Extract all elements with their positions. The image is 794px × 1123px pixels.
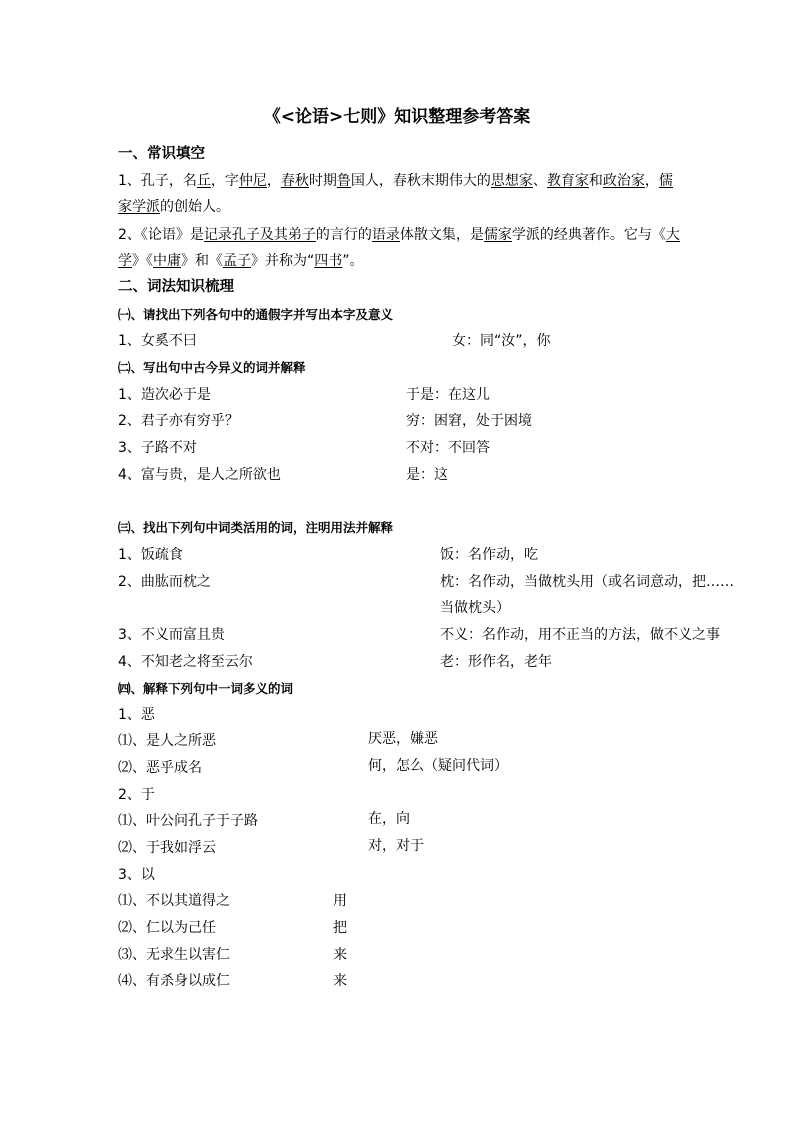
- answer: 老：形作名，老年: [440, 654, 552, 670]
- question: 3、不义而富且贵: [118, 627, 225, 643]
- subheading-cilei-huoyong: ㈢、找出下列句中词类活用的词，注明用法并解释: [118, 520, 394, 535]
- answer: 在，向: [368, 811, 410, 827]
- answer-blank: 记录孔子及其弟子: [203, 227, 316, 243]
- answer-blank: 中庸: [153, 253, 181, 269]
- question: 1、女奚不曰: [118, 333, 197, 349]
- question: ⑵、仁以为己任: [118, 920, 216, 936]
- answer: 于是：在这儿: [406, 387, 490, 403]
- polysemy-word: 2、于: [118, 787, 155, 803]
- question: 3、子路不对: [118, 440, 197, 456]
- answer: 饭：名作动，吃: [440, 547, 538, 563]
- paragraph-confucius: 1、孔子，名丘，字仲尼，春秋时期鲁国人，春秋末期伟大的思想家、教育家和政治家，儒: [118, 173, 673, 189]
- subheading-tongjiazi: ㈠、请找出下列各句中的通假字并写出本字及意义: [118, 307, 394, 322]
- paragraph-confucius-cont: 家学派的创始人。: [118, 199, 230, 215]
- answer: 把: [333, 920, 347, 936]
- question: ⑷、有杀身以成仁: [118, 973, 230, 989]
- answer: 来: [333, 973, 347, 989]
- answer: 对，对于: [368, 838, 424, 854]
- question: ⑵、于我如浮云: [118, 840, 216, 856]
- answer: 不义：名作动，用不正当的方法，做不义之事: [440, 627, 720, 643]
- answer-blank: 四书: [314, 253, 343, 269]
- question: ⑶、无求生以害仁: [118, 947, 230, 963]
- answer-blank: 思想家: [490, 173, 533, 189]
- answer-continued: 当做枕头）: [440, 600, 510, 616]
- paragraph-analects-cont: 学》《中庸》和《孟子》并称为“四书”。: [118, 253, 364, 269]
- answer-blank: 儒: [658, 173, 673, 189]
- question: 2、曲肱而枕之: [118, 574, 211, 590]
- answer: 枕：名作动，当做枕头用（或名词意动，把……: [440, 574, 734, 590]
- answer: 厌恶，嫌恶: [368, 731, 438, 747]
- answer: 来: [333, 947, 347, 963]
- question: 4、富与贵，是人之所欲也: [118, 467, 281, 483]
- answer-blank: 仲尼: [238, 173, 267, 189]
- question: 1、造次必于是: [118, 387, 211, 403]
- answer: 用: [333, 893, 347, 909]
- section-heading-lexical: 二、词法知识梳理: [118, 279, 234, 295]
- answer-blank: 语录: [371, 227, 400, 243]
- answer-blank: 家学派: [118, 199, 160, 215]
- question: ⑴、不以其道得之: [118, 893, 230, 909]
- question: ⑴、是人之所恶: [118, 733, 216, 749]
- subheading-yici-duoyi: ㈣、解释下列句中一词多义的词: [118, 681, 294, 696]
- answer-blank: 教育家: [546, 173, 589, 189]
- question: ⑴、叶公问孔子于子路: [118, 813, 258, 829]
- answer: 是：这: [406, 467, 448, 483]
- page-title: 《<论语>七则》知识整理参考答案: [263, 107, 531, 127]
- paragraph-analects: 2、《论语》是记录孔子及其弟子的言行的语录体散文集，是儒家学派的经典著作。它与《大: [118, 227, 680, 243]
- polysemy-word: 1、恶: [118, 707, 155, 723]
- question: ⑵、恶乎成名: [118, 760, 202, 776]
- answer-blank: 学: [118, 253, 132, 269]
- question: 2、君子亦有穷乎？: [118, 413, 239, 429]
- answer-blank: 政治家: [602, 173, 645, 189]
- question: 4、不知老之将至云尔: [118, 654, 253, 670]
- section-heading-common-knowledge: 一、常识填空: [118, 146, 205, 162]
- answer-blank: 孟子: [223, 253, 251, 269]
- answer: 何，怎么（疑问代词）: [368, 758, 508, 774]
- answer: 不对：不回答: [406, 440, 490, 456]
- answer: 女：同“汝”，你: [452, 333, 551, 349]
- answer-blank: 儒家: [483, 227, 512, 243]
- question: 1、饭疏食: [118, 547, 183, 563]
- subheading-gujin-yiyi: ㈡、写出句中古今异义的词并解释: [118, 360, 306, 375]
- answer: 穷：困窘，处于困境: [406, 413, 532, 429]
- answer-blank: 丘: [196, 173, 211, 189]
- polysemy-word: 3、以: [118, 867, 155, 883]
- answer-blank: 鲁: [336, 173, 351, 189]
- answer-blank: 春秋: [280, 173, 309, 189]
- answer-blank: 大: [665, 227, 680, 243]
